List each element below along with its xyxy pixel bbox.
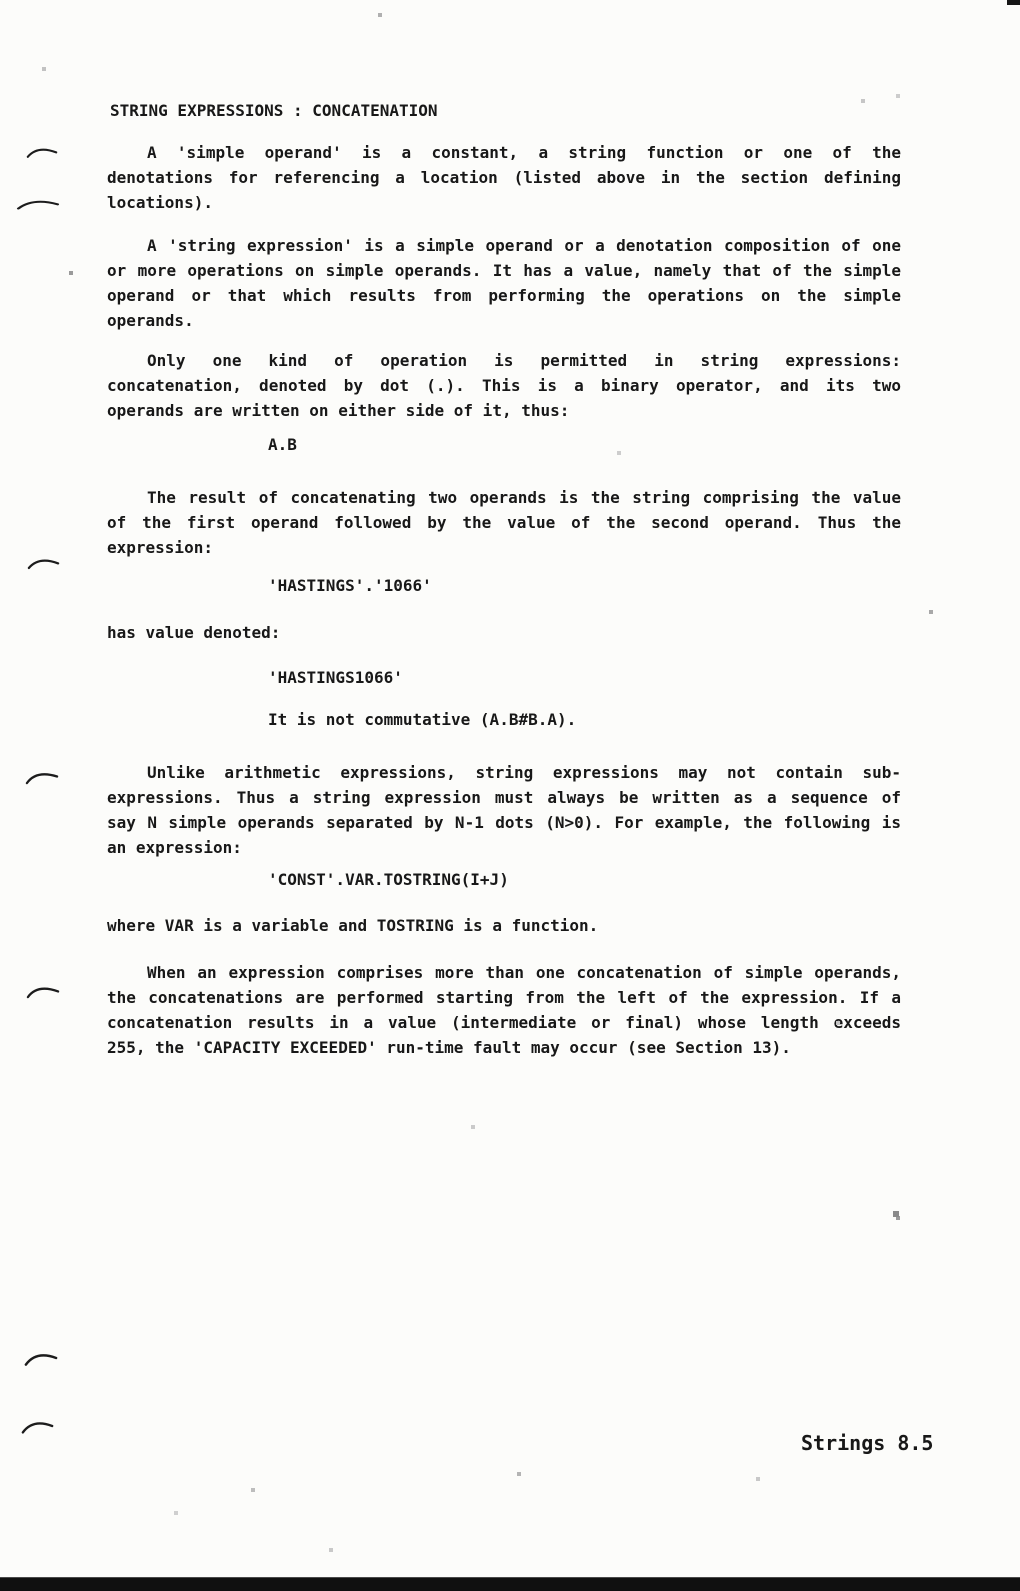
paragraph-line: A 'string expression' is a simple operand or a denotation composition of one bbox=[147, 236, 901, 255]
paragraph-5 bbox=[107, 760, 901, 860]
paragraph-line: expression: bbox=[107, 538, 213, 557]
margin-arc-mark bbox=[21, 1417, 54, 1435]
scan-corner-mark bbox=[1007, 0, 1020, 5]
margin-arc-mark bbox=[27, 554, 60, 571]
paragraph-line: where VAR is a variable and TOSTRING is a function. bbox=[107, 916, 599, 935]
paragraph-line: has value denoted: bbox=[107, 623, 281, 642]
paragraph-line: of the first operand followed by the value of the second operand. Thus the bbox=[107, 513, 901, 532]
page-number-footer: Strings 8.5 bbox=[801, 1431, 934, 1455]
paragraph-line: Only one kind of operation is permitted in string expressions: bbox=[147, 351, 901, 370]
paragraph-2 bbox=[107, 233, 901, 333]
paragraph-line: operands are written on either side of it, thus: bbox=[107, 401, 570, 420]
paragraph-line: denotations for referencing a location (listed above in the section defining bbox=[107, 168, 901, 187]
paragraph-line: operand or that which results from performing the operations on the simple bbox=[107, 286, 901, 305]
paragraph-line: 255, the 'CAPACITY EXCEEDED' run-time fault may occur (see Section 13). bbox=[107, 1038, 791, 1057]
paragraph-line: an expression: bbox=[107, 838, 242, 857]
paper-noise-specks bbox=[0, 0, 2, 2]
paragraph-line: concatenation, denoted by dot (.). This is a binary operator, and its two bbox=[107, 376, 901, 395]
code-example-hastings-value: 'HASTINGS1066' bbox=[268, 668, 403, 687]
paragraph-line: A 'simple operand' is a constant, a string function or one of the bbox=[147, 143, 901, 162]
code-example-ab: A.B bbox=[268, 435, 297, 454]
paragraph-4 bbox=[107, 485, 901, 560]
paragraph-line: When an expression comprises more than one concatenation of simple operands, bbox=[147, 963, 901, 982]
margin-arc-mark bbox=[24, 1349, 58, 1367]
page-heading: STRING EXPRESSIONS : CONCATENATION bbox=[110, 101, 438, 120]
paragraph-1 bbox=[107, 140, 901, 215]
paragraph-line: Unlike arithmetic expressions, string expressions may not contain sub- bbox=[147, 763, 901, 782]
where-var-text bbox=[107, 913, 901, 938]
paragraph-line: concatenation results in a value (intermediate or final) whose length exceeds bbox=[107, 1013, 901, 1032]
paragraph-line: say N simple operands separated by N-1 dots (N>0). For example, the following is bbox=[107, 813, 901, 832]
margin-arc-mark bbox=[25, 768, 59, 785]
paragraph-3 bbox=[107, 348, 901, 423]
margin-arc-mark bbox=[16, 196, 60, 211]
code-example-hastings-expression: 'HASTINGS'.'1066' bbox=[268, 576, 432, 595]
paragraph-line: or more operations on simple operands. It has a value, namely that of the simple bbox=[107, 261, 901, 280]
paragraph-line: locations). bbox=[107, 193, 213, 212]
margin-arc-mark bbox=[26, 982, 60, 999]
paragraph-line: expressions. Thus a string expression must always be written as a sequence of bbox=[107, 788, 901, 807]
has-value-text bbox=[107, 620, 901, 645]
paragraph-line: the concatenations are performed starting from the left of the expression. If a bbox=[107, 988, 901, 1007]
code-example-const-var-tostring: 'CONST'.VAR.TOSTRING(I+J) bbox=[268, 870, 509, 889]
margin-arc-mark bbox=[26, 143, 58, 160]
commutative-note: It is not commutative (A.B#B.A). bbox=[268, 710, 577, 729]
paragraph-line: The result of concatenating two operands is the string comprising the value bbox=[147, 488, 901, 507]
paragraph-6 bbox=[107, 960, 901, 1060]
scan-edge-bar bbox=[0, 1577, 1020, 1591]
paragraph-line: operands. bbox=[107, 311, 194, 330]
